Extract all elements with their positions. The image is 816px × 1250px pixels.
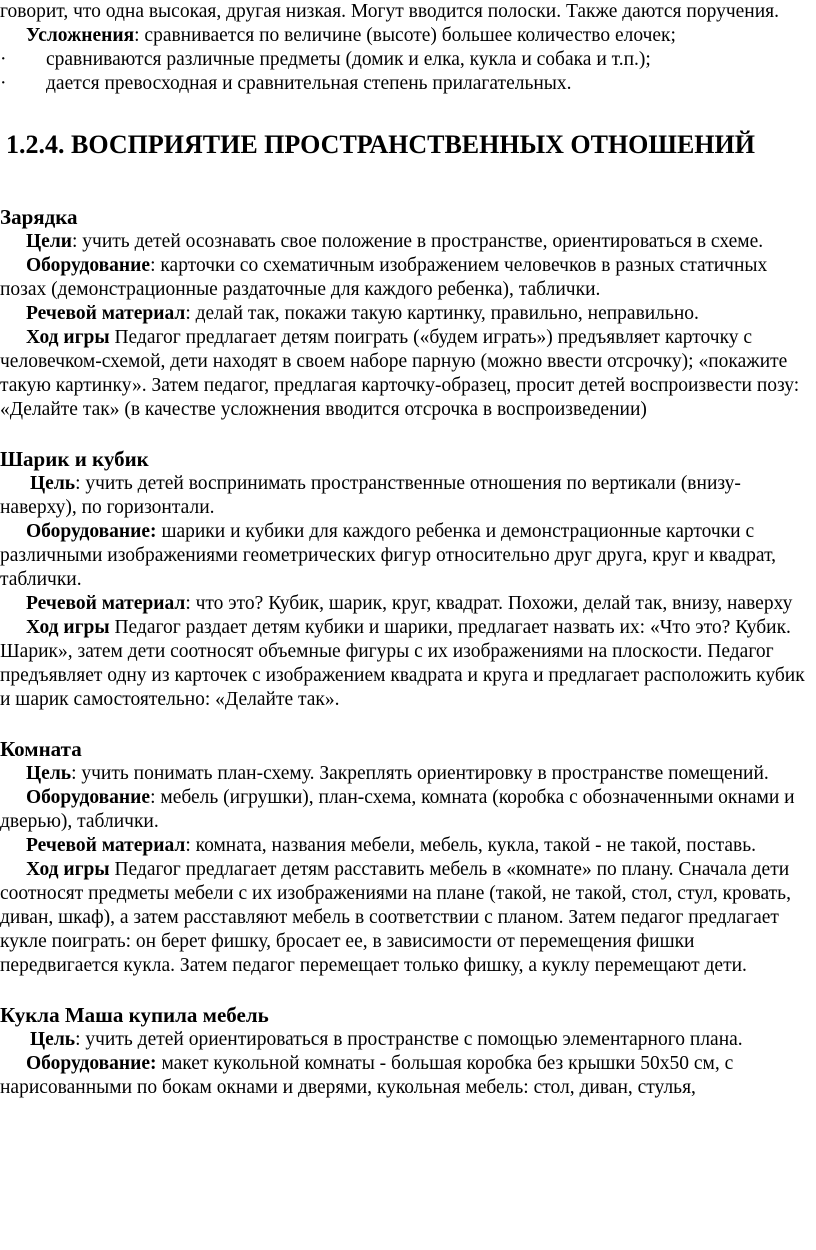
speech-paragraph (0, 834, 812, 858)
goal-text: : учить детей осознавать свое положение в пространстве, ориентироваться в схеме. (72, 231, 764, 252)
goal-label: Цель (26, 763, 72, 784)
bullet-mark: · (0, 73, 7, 94)
bullet-text: сравниваются различные предметы (домик и елка, кукла и собака и т.п.); (46, 49, 651, 70)
goal-label: Цель (30, 473, 76, 494)
game-course-text: Педагог предлагает детям поиграть («будем играть») предъявляет карточку с человечком-схемой, дети находят в своем наборе парную (можно ввести отсрочку); «покажите такую картинку». Затем педагог, предлагая карточку-образец, просит детей воспроизвести позу: «Делайте так» (в качестве усложнения вводится отсрочка в воспроизведении) (0, 327, 800, 420)
goal-label: Цели (26, 231, 72, 252)
game-course-label: Ход игры (26, 327, 110, 348)
complications-text: : сравнивается по величине (высоте) большее количество елочек; (134, 25, 676, 46)
speech-label: Речевой материал (26, 593, 186, 614)
intro-line: говорит, что одна высокая, другая низкая. Могут вводится полоски. Также даются поручения. (0, 1, 780, 22)
speech-label: Речевой материал (26, 835, 186, 856)
equipment-text: макет кукольной комнаты - большая коробка без крышки 50х50 см, с нарисованными по бокам окнами и дверями, кукольная мебель: стол, диван, стулья, (0, 1053, 734, 1098)
goal-text: : учить детей ориентироваться в пространстве с помощью элементарного плана. (75, 1029, 743, 1050)
goal-paragraph (0, 472, 812, 520)
speech-text: : комната, названия мебели, мебель, кукла, такой - не такой, поставь. (185, 835, 756, 856)
game-title: Комната (0, 737, 82, 761)
game-course-label: Ход игры (26, 859, 110, 880)
game-zaryadka (0, 204, 812, 422)
equipment-label: Оборудование (26, 787, 151, 808)
game-course-paragraph (0, 326, 812, 422)
equipment-text: : карточки со схематичным изображением человечков в разных статичных позах (демонстрационные раздаточные для каждого ребенка), таблички. (0, 255, 768, 300)
equipment-paragraph (0, 1052, 812, 1100)
bullet-item (0, 72, 812, 96)
game-course-label: Ход игры (26, 617, 110, 638)
game-title: Шарик и кубик (0, 447, 149, 471)
complications-paragraph (0, 24, 812, 48)
equipment-text: : мебель (игрушки), план-схема, комната (коробка с обозначенными окнами и дверью), таблички. (0, 787, 795, 832)
game-course-text: Педагог раздает детям кубики и шарики, предлагает назвать их: «Что это? Кубик. Шарик», затем дети соотносят объемные фигуры с их изображениями на плоскости. Педагог предъявляет одну из карточек с изображением квадрата и круга и предлагает расположить кубик и шарик самостоятельно: «Делайте так». (0, 617, 805, 710)
game-course-text: Педагог предлагает детям расставить мебель в «комнате» по плану. Сначала дети соотносят предметы мебели с их изображениями на плане (такой, не такой, стол, стул, кровать, диван, шкаф), а затем расставляют мебель в соответствии с планом. Затем педагог предлагает кукле поиграть: он берет фишку, бросает ее, в зависимости от перемещения фишки передвигается кукла. Затем педагог перемещает только фишку, а куклу перемещают дети. (0, 859, 791, 976)
bullet-text: дается превосходная и сравнительная степень прилагательных. (46, 73, 572, 94)
game-kukla (0, 1002, 812, 1100)
game-title: Зарядка (0, 205, 78, 229)
section-heading: 1.2.4. ВОСПРИЯТИЕ ПРОСТРАНСТВЕННЫХ ОТНОШЕНИЙ (6, 130, 755, 159)
speech-paragraph (0, 302, 812, 326)
game-sharik (0, 446, 812, 712)
game-course-paragraph (0, 858, 812, 978)
bullet-mark: · (0, 49, 7, 70)
equipment-paragraph (0, 520, 812, 592)
equipment-label: Оборудование (26, 255, 151, 276)
speech-label: Речевой материал (26, 303, 186, 324)
goal-paragraph (0, 230, 812, 254)
equipment-paragraph (0, 254, 812, 302)
equipment-label: Оборудование: (26, 521, 157, 542)
goal-paragraph (0, 762, 812, 786)
game-title: Кукла Маша купила мебель (0, 1003, 269, 1027)
complications-label: Усложнения (26, 25, 135, 46)
goal-label: Цель (30, 1029, 76, 1050)
speech-text: : что это? Кубик, шарик, круг, квадрат. Похожи, делай так, внизу, наверху (185, 593, 793, 614)
equipment-label: Оборудование: (26, 1053, 157, 1074)
speech-paragraph (0, 592, 812, 616)
goal-text: : учить детей воспринимать пространственные отношения по вертикали (внизу-наверху), по горизонтали. (0, 473, 741, 518)
bullet-item (0, 48, 812, 72)
equipment-text: шарики и кубики для каждого ребенка и демонстрационные карточки с различными изображениями геометрических фигур относительно друг друга, круг и квадрат, таблички. (0, 521, 777, 590)
game-komnata (0, 736, 812, 978)
goal-text: : учить понимать план-схему. Закреплять ориентировку в пространстве помещений. (71, 763, 769, 784)
speech-text: : делай так, покажи такую картинку, правильно, неправильно. (185, 303, 699, 324)
equipment-paragraph (0, 786, 812, 834)
goal-paragraph (0, 1028, 812, 1052)
game-course-paragraph (0, 616, 812, 712)
